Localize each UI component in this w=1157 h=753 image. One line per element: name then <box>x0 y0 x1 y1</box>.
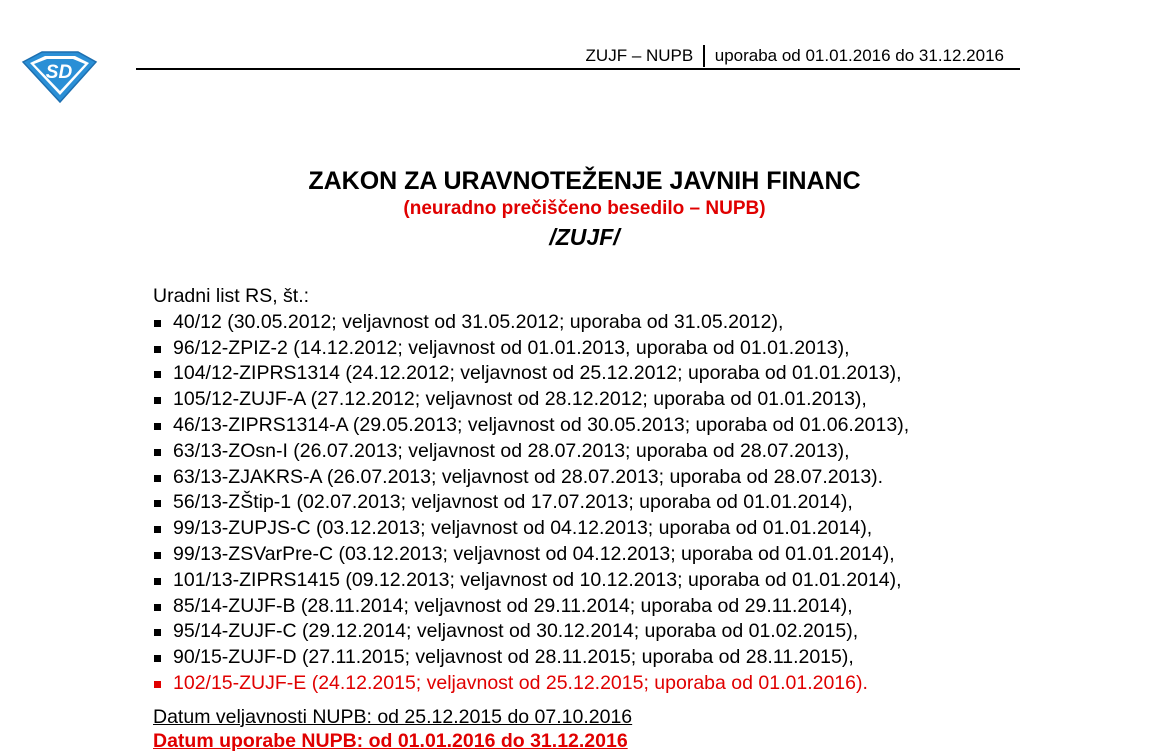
gazette-item-text: 96/12-ZPIZ-2 (14.12.2012; veljavnost od 01.01.2013, uporaba od 01.01.2013), <box>173 336 850 359</box>
gazette-item-text: 63/13-ZOsn-I (26.07.2013; veljavnost od 28.07.2013; uporaba od 28.07.2013), <box>173 439 850 462</box>
law-abbreviation: /ZUJF/ <box>549 224 620 250</box>
bullet-icon <box>154 371 161 378</box>
bullet-icon <box>154 552 161 559</box>
gazette-list-item <box>153 671 909 697</box>
gazette-list-item <box>153 542 909 568</box>
validity-date: Datum veljavnosti NUPB: od 25.12.2015 do 07.10.2016 <box>153 706 633 728</box>
bullet-icon <box>154 500 161 507</box>
svg-text:SD: SD <box>45 62 73 83</box>
gazette-item-text: 99/13-ZSVarPre-C (03.12.2013; veljavnost od 04.12.2013; uporaba od 01.01.2014), <box>173 542 895 565</box>
gazette-item-text: 105/12-ZUJF-A (27.12.2012; veljavnost od 28.12.2012; uporaba od 01.01.2013), <box>173 388 867 411</box>
bullet-icon <box>154 604 161 611</box>
bullet-icon <box>154 397 161 404</box>
bullet-icon <box>154 655 161 662</box>
law-title: ZAKON ZA URAVNOTEŽENJE JAVNIH FINANC <box>308 167 861 195</box>
gazette-section <box>153 284 909 697</box>
gazette-item-text: 102/15-ZUJF-E (24.12.2015; veljavnost od 25.12.2015; uporaba od 01.01.2016). <box>173 671 868 694</box>
gazette-list-item <box>153 465 909 491</box>
bullet-icon <box>154 423 161 430</box>
gazette-item-text: 56/13-ZŠtip-1 (02.07.2013; veljavnost od 17.07.2013; uporaba od 01.01.2014), <box>173 491 853 514</box>
gazette-list-item <box>153 310 909 336</box>
gazette-item-text: 46/13-ZIPRS1314-A (29.05.2013; veljavnost od 30.05.2013; uporaba od 01.06.2013), <box>173 413 910 436</box>
law-subtitle: (neuradno prečiščeno besedilo – NUPB) <box>403 198 766 219</box>
gazette-list-item <box>153 594 909 620</box>
header-separator <box>703 45 705 67</box>
header-document-id: ZUJF – NUPB <box>585 46 694 65</box>
gazette-item-text: 101/13-ZIPRS1415 (09.12.2013; veljavnost od 10.12.2013; uporaba od 01.01.2014), <box>173 568 902 591</box>
bullet-icon <box>154 346 161 353</box>
bullet-icon <box>154 449 161 456</box>
gazette-intro: Uradni list RS, št.: <box>153 285 310 307</box>
header-usage-period: uporaba od 01.01.2016 do 31.12.2016 <box>714 46 1004 65</box>
gazette-list-item <box>153 439 909 465</box>
gazette-list-item <box>153 361 909 387</box>
gazette-item-text: 99/13-ZUPJS-C (03.12.2013; veljavnost od 04.12.2013; uporaba od 01.01.2014), <box>173 517 873 540</box>
gazette-item-text: 104/12-ZIPRS1314 (24.12.2012; veljavnost od 25.12.2012; uporaba od 01.01.2013), <box>173 362 902 385</box>
bullet-icon <box>154 681 161 688</box>
title-block <box>0 166 1157 252</box>
gazette-list-item <box>153 568 909 594</box>
bullet-icon <box>154 475 161 482</box>
gazette-item-text: 63/13-ZJAKRS-A (26.07.2013; veljavnost od 28.07.2013; uporaba od 28.07.2013). <box>173 465 884 488</box>
usage-date: Datum uporabe NUPB: od 01.01.2016 do 31.12.2016 <box>153 730 628 752</box>
bullet-icon <box>154 320 161 327</box>
gazette-list <box>153 310 909 697</box>
gazette-item-text: 90/15-ZUJF-D (27.11.2015; veljavnost od 28.11.2015; uporaba od 28.11.2015), <box>173 646 854 669</box>
gazette-list-item <box>153 413 909 439</box>
gazette-list-item <box>153 336 909 362</box>
gazette-item-text: 40/12 (30.05.2012; veljavnost od 31.05.2012; uporaba od 31.05.2012), <box>173 310 784 333</box>
gazette-list-item <box>153 619 909 645</box>
bullet-icon <box>154 578 161 585</box>
sd-shield-logo-icon <box>20 48 98 104</box>
gazette-item-text: 85/14-ZUJF-B (28.11.2014; veljavnost od 29.11.2014; uporaba od 29.11.2014), <box>173 594 853 617</box>
header-text <box>586 45 1004 67</box>
gazette-list-item <box>153 645 909 671</box>
bullet-icon <box>154 629 161 636</box>
gazette-list-item <box>153 387 909 413</box>
bullet-icon <box>154 526 161 533</box>
gazette-list-item <box>153 516 909 542</box>
page-header <box>136 40 1020 70</box>
gazette-list-item <box>153 490 909 516</box>
gazette-item-text: 95/14-ZUJF-C (29.12.2014; veljavnost od 30.12.2014; uporaba od 01.02.2015), <box>173 620 859 643</box>
